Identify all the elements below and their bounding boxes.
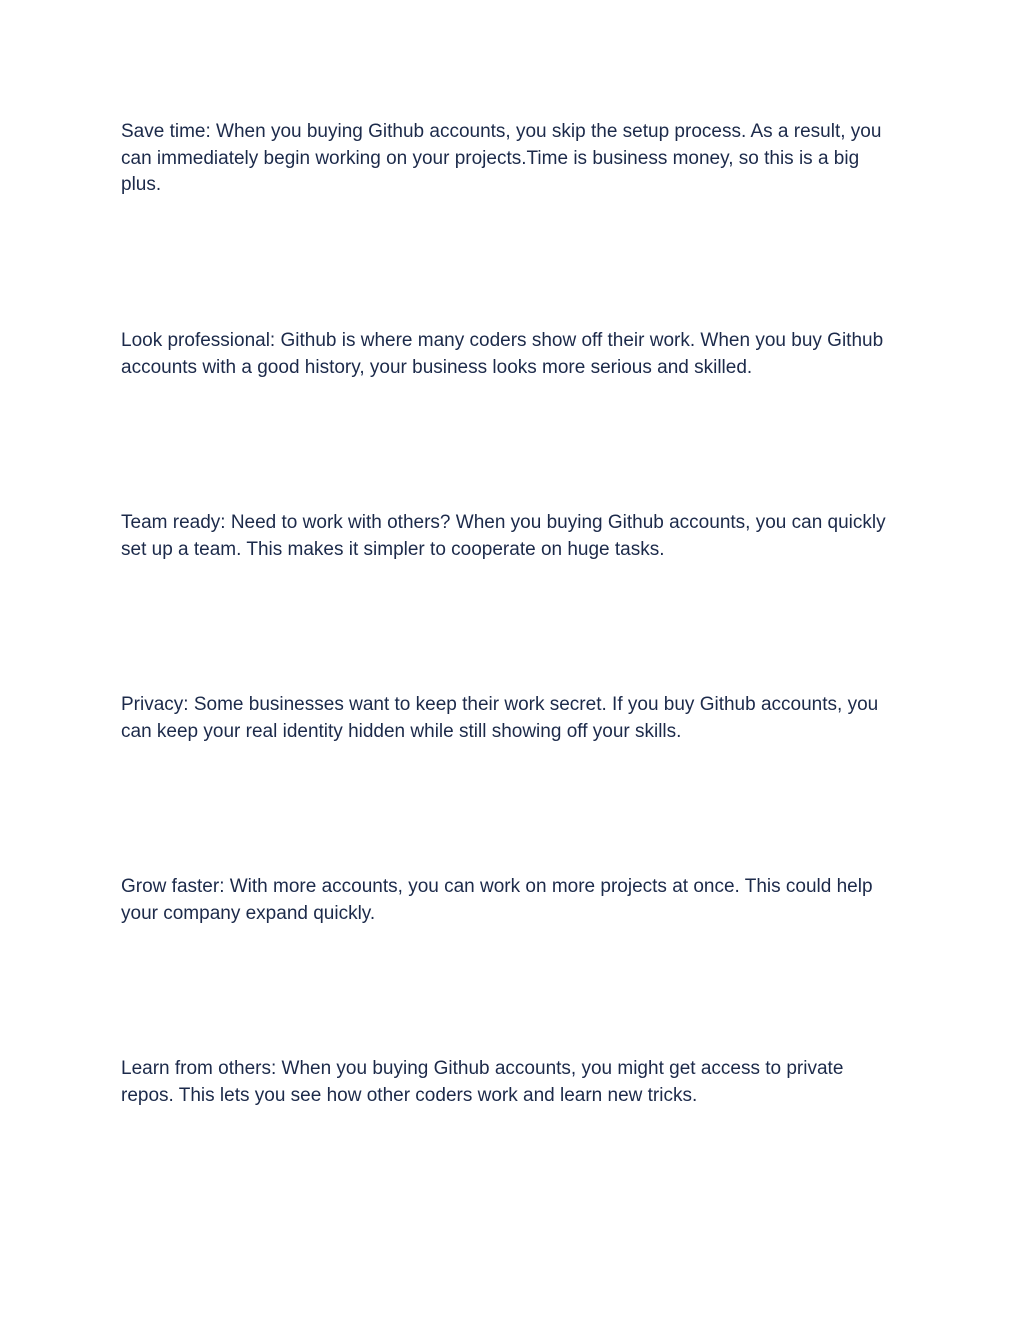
paragraph-look-professional: Look professional: Github is where many coders show off their work. When you buy Github accounts with a good history, your business looks more serious and skilled. (121, 330, 884, 378)
paragraph-learn-from-others: Learn from others: When you buying Github accounts, you might get access to private repos. This lets you see how other coders work and learn new tricks. (121, 1058, 844, 1106)
paragraph-save-time: Save time: When you buying Github accounts, you skip the setup process. As a result, you can immediately begin working on your projects.Time is business money, so this is a big plus. (121, 121, 882, 195)
paragraph-grow-faster: Grow faster: With more accounts, you can work on more projects at once. This could help your company expand quickly. (121, 876, 873, 924)
paragraph-team-ready: Team ready: Need to work with others? When you buying Github accounts, you can quickly set up a team. This makes it simpler to cooperate on huge tasks. (121, 512, 886, 560)
paragraph-privacy: Privacy: Some businesses want to keep their work secret. If you buy Github accounts, you can keep your real identity hidden while still showing off your skills. (121, 694, 879, 742)
